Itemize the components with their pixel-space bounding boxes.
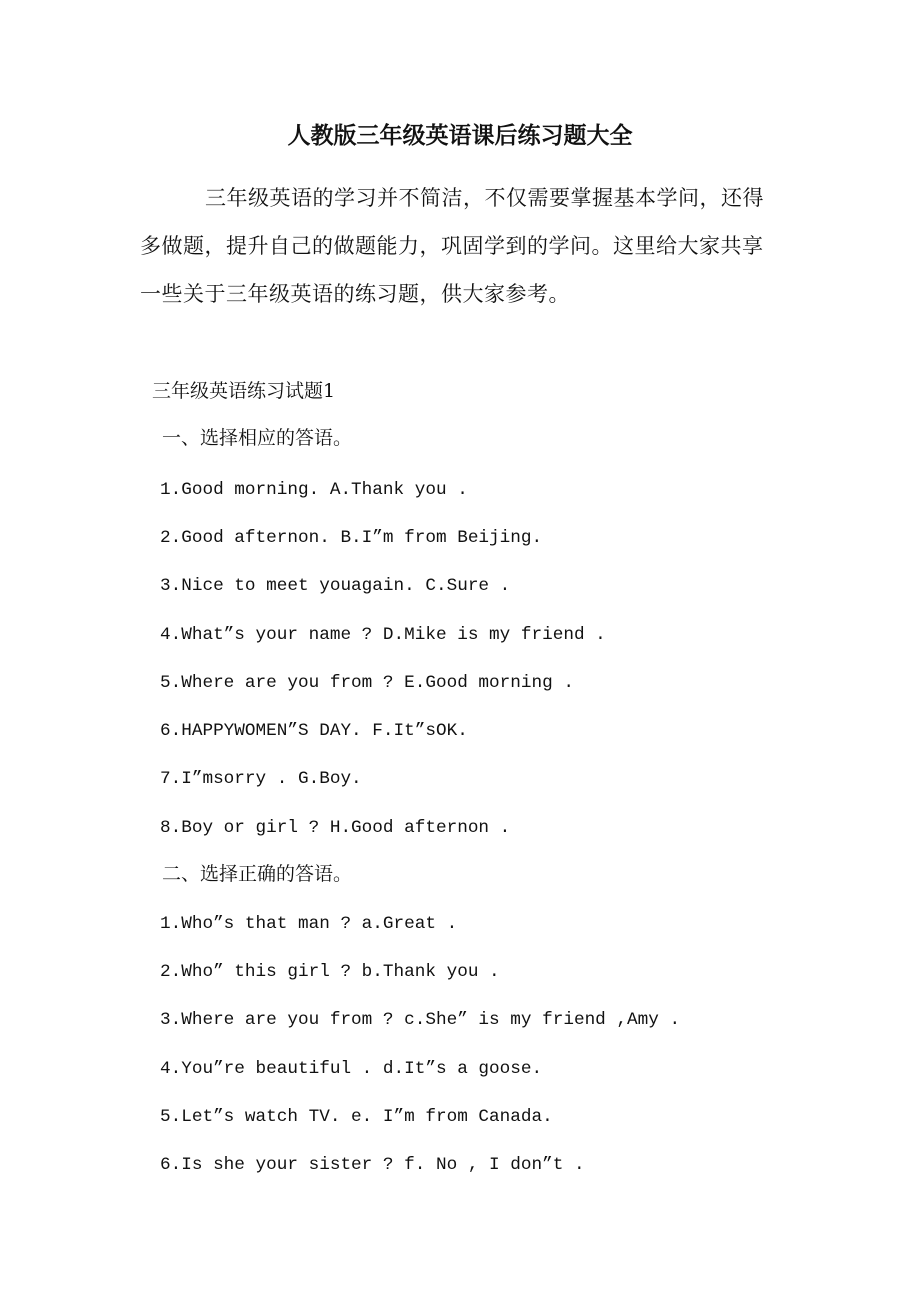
question-item: 5.Where are you from ? E.Good morning . (160, 673, 574, 693)
exercise-title: 三年级英语练习试题1 (152, 380, 336, 402)
question-item: 4.What”s your name ? D.Mike is my friend . (160, 625, 606, 645)
question-item: 8.Boy or girl ? H.Good afternon . (160, 818, 511, 838)
question-item: 1.Good morning. A.Thank you . (160, 480, 468, 500)
question-item: 6.HAPPYWOMEN”S DAY. F.It”sOK. (160, 721, 468, 741)
question-item: 3.Where are you from ? c.She” is my friend ,Amy . (160, 1010, 681, 1030)
question-item: 2.Good afternon. B.I”m from Beijing. (160, 528, 543, 548)
question-item: 6.Is she your sister ? f. No , I don”t . (160, 1155, 585, 1175)
section-heading: 二、选择正确的答语。 (162, 863, 353, 885)
question-item: 1.Who”s that man ? a.Great . (160, 914, 458, 934)
question-item: 5.Let”s watch TV. e. I”m from Canada. (160, 1107, 553, 1127)
section-heading: 一、选择相应的答语。 (162, 427, 353, 449)
question-item: 3.Nice to meet youagain. C.Sure . (160, 576, 511, 596)
intro-line: 多做题，提升自己的做题能力，巩固学到的学问。这里给大家共享 (140, 234, 764, 258)
question-item: 2.Who” this girl ? b.Thank you . (160, 962, 500, 982)
intro-line: 三年级英语的学习并不简洁，不仅需要掌握基本学问，还得 (205, 186, 764, 210)
document-title: 人教版三年级英语课后练习题大全 (287, 123, 633, 149)
question-item: 7.I”msorry . G.Boy. (160, 769, 362, 789)
intro-line: 一些关于三年级英语的练习题，供大家参考。 (140, 282, 570, 306)
question-item: 4.You”re beautiful . d.It”s a goose. (160, 1059, 543, 1079)
